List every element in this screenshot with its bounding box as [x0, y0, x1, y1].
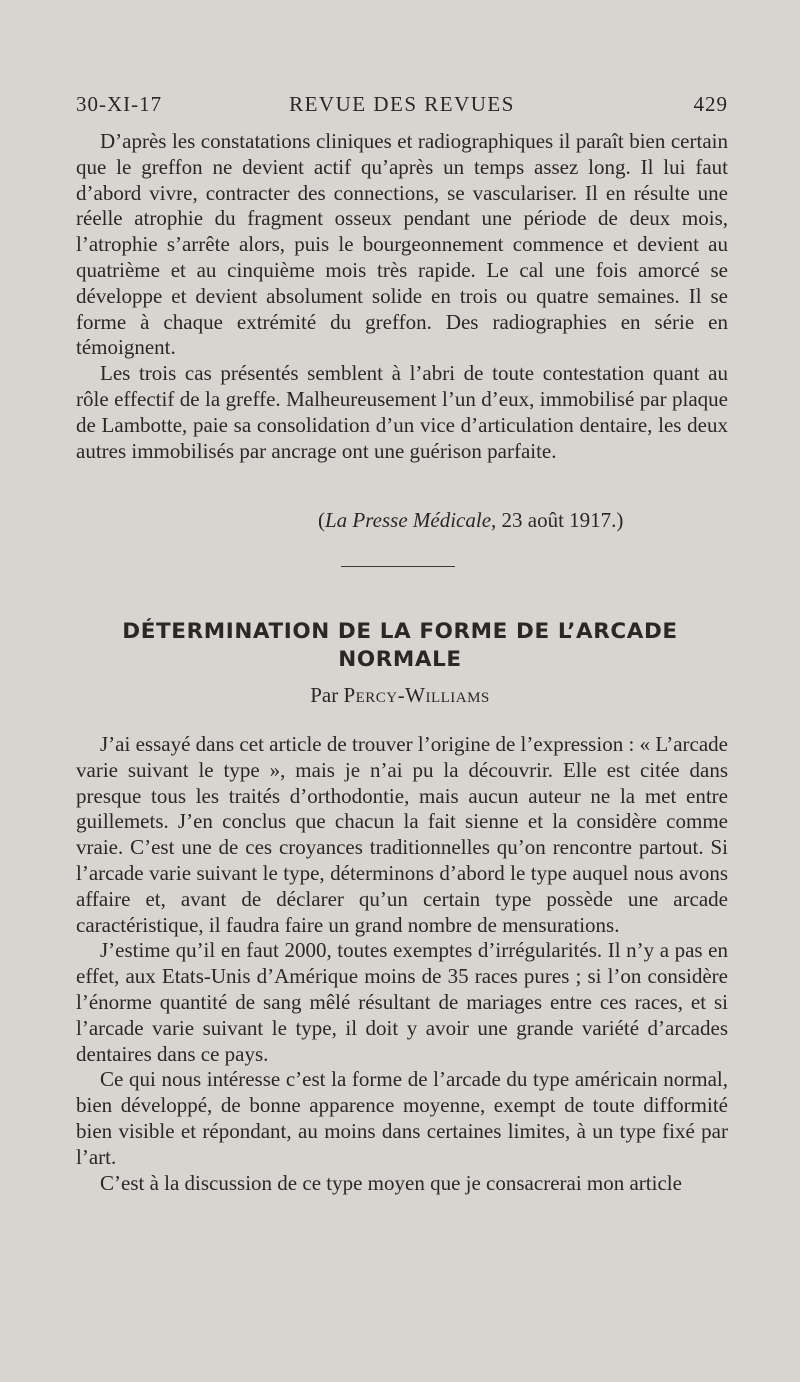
citation-open: (	[318, 508, 325, 532]
paragraph: J’estime qu’il en faut 2000, toutes exemptes d’irrégularités. Il n’y a pas en effet, aux Etats-Unis d’Amérique moins de 35 races pures ; si l’on considère l’énorme quantité de sang mêlé résultant de mariages entre ces races, et si l’arcade varie suivant le type, il doit y avoir une grande variété d’arcades dentaires dans ce pays.	[76, 938, 728, 1066]
article-title-line: DÉTERMINATION DE LA FORME DE L’ARCADE	[122, 619, 678, 644]
article-body	[76, 732, 728, 1196]
section-divider	[341, 566, 455, 567]
citation-source: La Presse Médicale	[325, 508, 492, 532]
paragraph: J’ai essayé dans cet article de trouver l’origine de l’expression : « L’arcade varie suivant le type », mais je n’ai pu la découvrir. Elle est citée dans presque tous les traités d’orthodontie, mais aucun auteur ne la met entre guillemets. J’en conclus que chacun la fait sienne et la considère comme vraie. C’est une de ces croyances traditionnelles qu’on rencontre partout. Si l’arcade varie suivant le type, déterminons d’abord le type auquel nous avons affaire et, avant de déclarer qu’un certain type possède une arcade caractéristique, il faudra faire un grand nombre de mensurations.	[76, 732, 728, 937]
running-head	[76, 92, 728, 122]
paragraph: D’après les constatations cliniques et radiographiques il paraît bien certain que le greffon ne devient actif qu’après un temps assez long. Il lui faut d’abord vivre, contracter des connections, se vasculariser. Il en résulte une réelle atrophie du fragment osseux pendant une période de deux mois, l’atrophie s’arrête alors, puis le bourgeonnement commence et devient au quatrième et au cinquième mois très rapide. Le cal une fois amorcé se développe et devient absolument solide en trois ou quatre semaines. Il se forme à chaque extrémité du greffon. Des radiographies en série en témoignent.	[76, 129, 728, 360]
previous-article-body	[76, 129, 728, 464]
article-title	[60, 618, 740, 674]
paragraph: Ce qui nous intéresse c’est la forme de l’arcade du type américain normal, bien développé, de bonne apparence moyenne, exempt de toute difformité bien visible et répondant, au moins dans certaines limites, à un type fixé par l’art.	[76, 1067, 728, 1169]
journal-title: REVUE DES REVUES	[289, 92, 515, 116]
issue-date: 30-XI-17	[76, 92, 163, 116]
page-number: 429	[693, 92, 728, 116]
paragraph: C’est à la discussion de ce type moyen que je consacrerai mon article	[100, 1170, 682, 1195]
article-title-line: NORMALE	[338, 647, 462, 672]
author-name: Percy-Williams	[343, 683, 490, 707]
paragraph: Les trois cas présentés semblent à l’abri de toute contestation quant au rôle effectif de la greffe. Malheureusement l’un d’eux, immobilisé par plaque de Lambotte, paie sa consolidation d’un vice d’articulation dentaire, les deux autres immobilisés par ancrage ont une guérison parfaite.	[76, 361, 728, 463]
byline	[0, 683, 800, 708]
byline-prefix: Par	[310, 683, 344, 707]
source-citation	[318, 508, 623, 533]
citation-date: , 23 août 1917.)	[491, 508, 624, 532]
